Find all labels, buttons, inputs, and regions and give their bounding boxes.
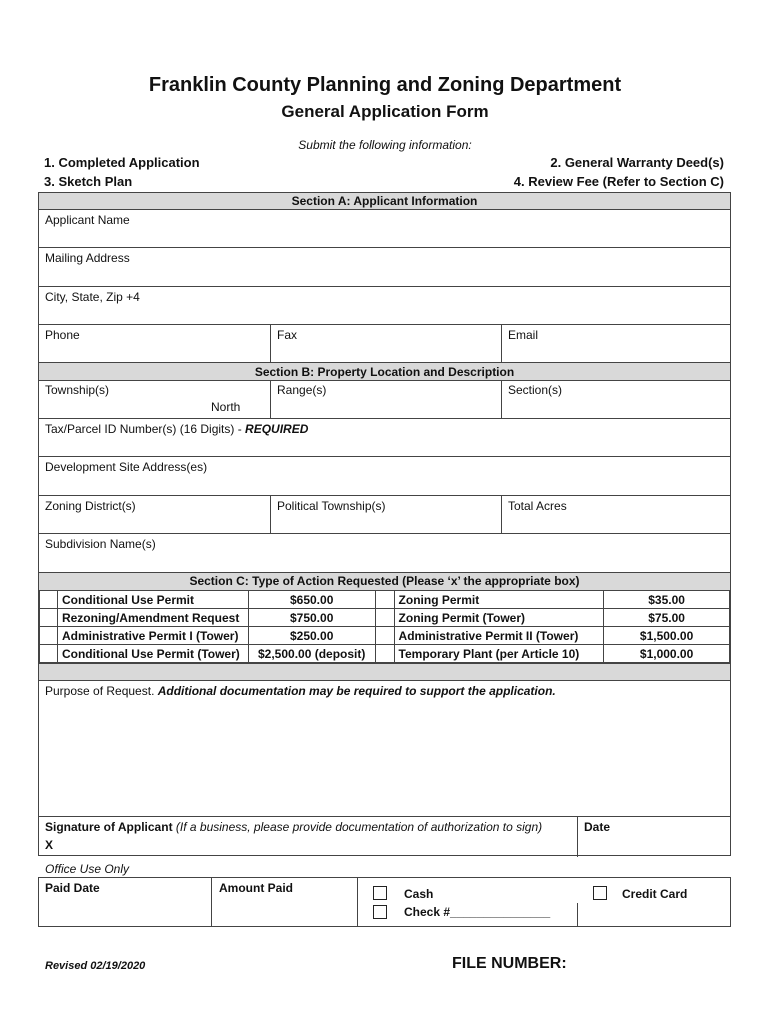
phone-label: Phone xyxy=(45,328,80,342)
action-row xyxy=(40,609,730,627)
zoning-row xyxy=(39,496,730,534)
action-table xyxy=(39,590,730,663)
signature-row xyxy=(39,817,730,857)
divider xyxy=(577,903,578,926)
checkbox-cell[interactable] xyxy=(40,591,58,609)
checkbox-cell[interactable] xyxy=(375,609,394,627)
revised-date: Revised 02/19/2020 xyxy=(45,960,146,972)
requirement-4: 4. Review Fee (Refer to Section C) xyxy=(513,174,724,189)
credit-card-checkbox[interactable] xyxy=(593,886,607,900)
divider xyxy=(577,817,578,857)
check-label: Check #_______________ xyxy=(404,905,551,919)
divider xyxy=(270,496,271,533)
action-name: Zoning Permit xyxy=(394,591,604,609)
action-name: Zoning Permit (Tower) xyxy=(394,609,604,627)
form-subtitle: General Application Form xyxy=(281,102,489,121)
dev-site-field[interactable] xyxy=(39,457,730,496)
action-fee: $1,000.00 xyxy=(604,645,730,663)
contact-row xyxy=(39,325,730,363)
action-row xyxy=(40,591,730,609)
political-township-label: Political Township(s) xyxy=(277,499,386,513)
divider xyxy=(270,325,271,362)
page-title: Franklin County Planning and Zoning Department xyxy=(148,74,622,96)
purpose-note: Additional documentation may be required to support the application. xyxy=(157,684,556,698)
action-fee: $75.00 xyxy=(604,609,730,627)
section-a-header: Section A: Applicant Information xyxy=(39,193,730,210)
cash-checkbox[interactable] xyxy=(373,886,387,900)
city-state-zip-label: City, State, Zip +4 xyxy=(45,290,140,304)
signature-x[interactable]: X xyxy=(45,838,54,852)
signature-label xyxy=(45,820,542,834)
divider xyxy=(501,325,502,362)
paid-date-label: Paid Date xyxy=(45,881,100,895)
applicant-name-label: Applicant Name xyxy=(45,213,130,227)
checkbox-cell[interactable] xyxy=(40,609,58,627)
required-note: REQUIRED xyxy=(245,422,309,436)
action-fee: $35.00 xyxy=(604,591,730,609)
fax-label: Fax xyxy=(277,328,298,342)
action-fee: $1,500.00 xyxy=(604,627,730,645)
checkbox-cell[interactable] xyxy=(40,645,58,663)
divider xyxy=(270,381,271,418)
tax-parcel-field[interactable] xyxy=(39,419,730,457)
location-row xyxy=(39,381,730,419)
action-name: Rezoning/Amendment Request xyxy=(57,609,248,627)
tax-parcel-text: Tax/Parcel ID Number(s) (16 Digits) - xyxy=(45,422,246,436)
action-fee: $250.00 xyxy=(248,627,375,645)
north-label: North xyxy=(211,400,241,414)
instruction-text: Submit the following information: xyxy=(298,138,472,152)
dev-site-label: Development Site Address(es) xyxy=(45,460,208,474)
total-acres-label: Total Acres xyxy=(508,499,567,513)
application-form xyxy=(38,192,731,856)
purpose-field[interactable] xyxy=(39,681,730,817)
requirement-3: 3. Sketch Plan xyxy=(44,174,133,189)
office-use-title: Office Use Only xyxy=(45,862,130,876)
township-label: Township(s) xyxy=(45,383,110,397)
section-b-header: Section B: Property Location and Description xyxy=(39,363,730,381)
divider xyxy=(501,496,502,533)
action-row xyxy=(40,627,730,645)
section-c-header: Section C: Type of Action Requested (Please ‘x’ the appropriate box) xyxy=(39,573,730,590)
subdivision-field[interactable] xyxy=(39,534,730,573)
signature-title: Signature of Applicant xyxy=(45,820,173,834)
requirement-2: 2. General Warranty Deed(s) xyxy=(550,155,724,170)
tax-parcel-label xyxy=(45,422,308,436)
action-row xyxy=(40,645,730,663)
cash-label: Cash xyxy=(404,887,434,901)
action-fee: $2,500.00 (deposit) xyxy=(248,645,375,663)
date-label: Date xyxy=(584,820,611,834)
office-use-box xyxy=(38,877,731,927)
zoning-district-label: Zoning District(s) xyxy=(45,499,136,513)
signature-note: (If a business, please provide documentation of authorization to sign) xyxy=(172,820,543,834)
action-name: Administrative Permit II (Tower) xyxy=(394,627,604,645)
mailing-address-label: Mailing Address xyxy=(45,251,130,265)
checkbox-cell[interactable] xyxy=(375,591,394,609)
email-label: Email xyxy=(508,328,539,342)
action-fee: $650.00 xyxy=(248,591,375,609)
file-number-label: FILE NUMBER: xyxy=(452,955,567,972)
spacer-bar xyxy=(39,663,730,681)
mailing-address-field[interactable] xyxy=(39,248,730,287)
subdivision-label: Subdivision Name(s) xyxy=(45,537,156,551)
divider xyxy=(501,381,502,418)
divider xyxy=(211,878,212,926)
action-name: Administrative Permit I (Tower) xyxy=(57,627,248,645)
check-checkbox[interactable] xyxy=(373,905,387,919)
purpose-label xyxy=(45,684,556,698)
applicant-name-field[interactable] xyxy=(39,210,730,248)
amount-paid-label: Amount Paid xyxy=(219,881,293,895)
action-name: Conditional Use Permit (Tower) xyxy=(57,645,248,663)
action-fee: $750.00 xyxy=(248,609,375,627)
checkbox-cell[interactable] xyxy=(375,645,394,663)
action-name: Conditional Use Permit xyxy=(57,591,248,609)
credit-card-label: Credit Card xyxy=(622,887,688,901)
section-label: Section(s) xyxy=(508,383,563,397)
checkbox-cell[interactable] xyxy=(40,627,58,645)
purpose-text: Purpose of Request. xyxy=(45,684,158,698)
city-state-zip-field[interactable] xyxy=(39,287,730,325)
divider xyxy=(357,878,358,926)
requirement-1: 1. Completed Application xyxy=(44,155,200,170)
range-label: Range(s) xyxy=(277,383,327,397)
checkbox-cell[interactable] xyxy=(375,627,394,645)
action-name: Temporary Plant (per Article 10) xyxy=(394,645,604,663)
